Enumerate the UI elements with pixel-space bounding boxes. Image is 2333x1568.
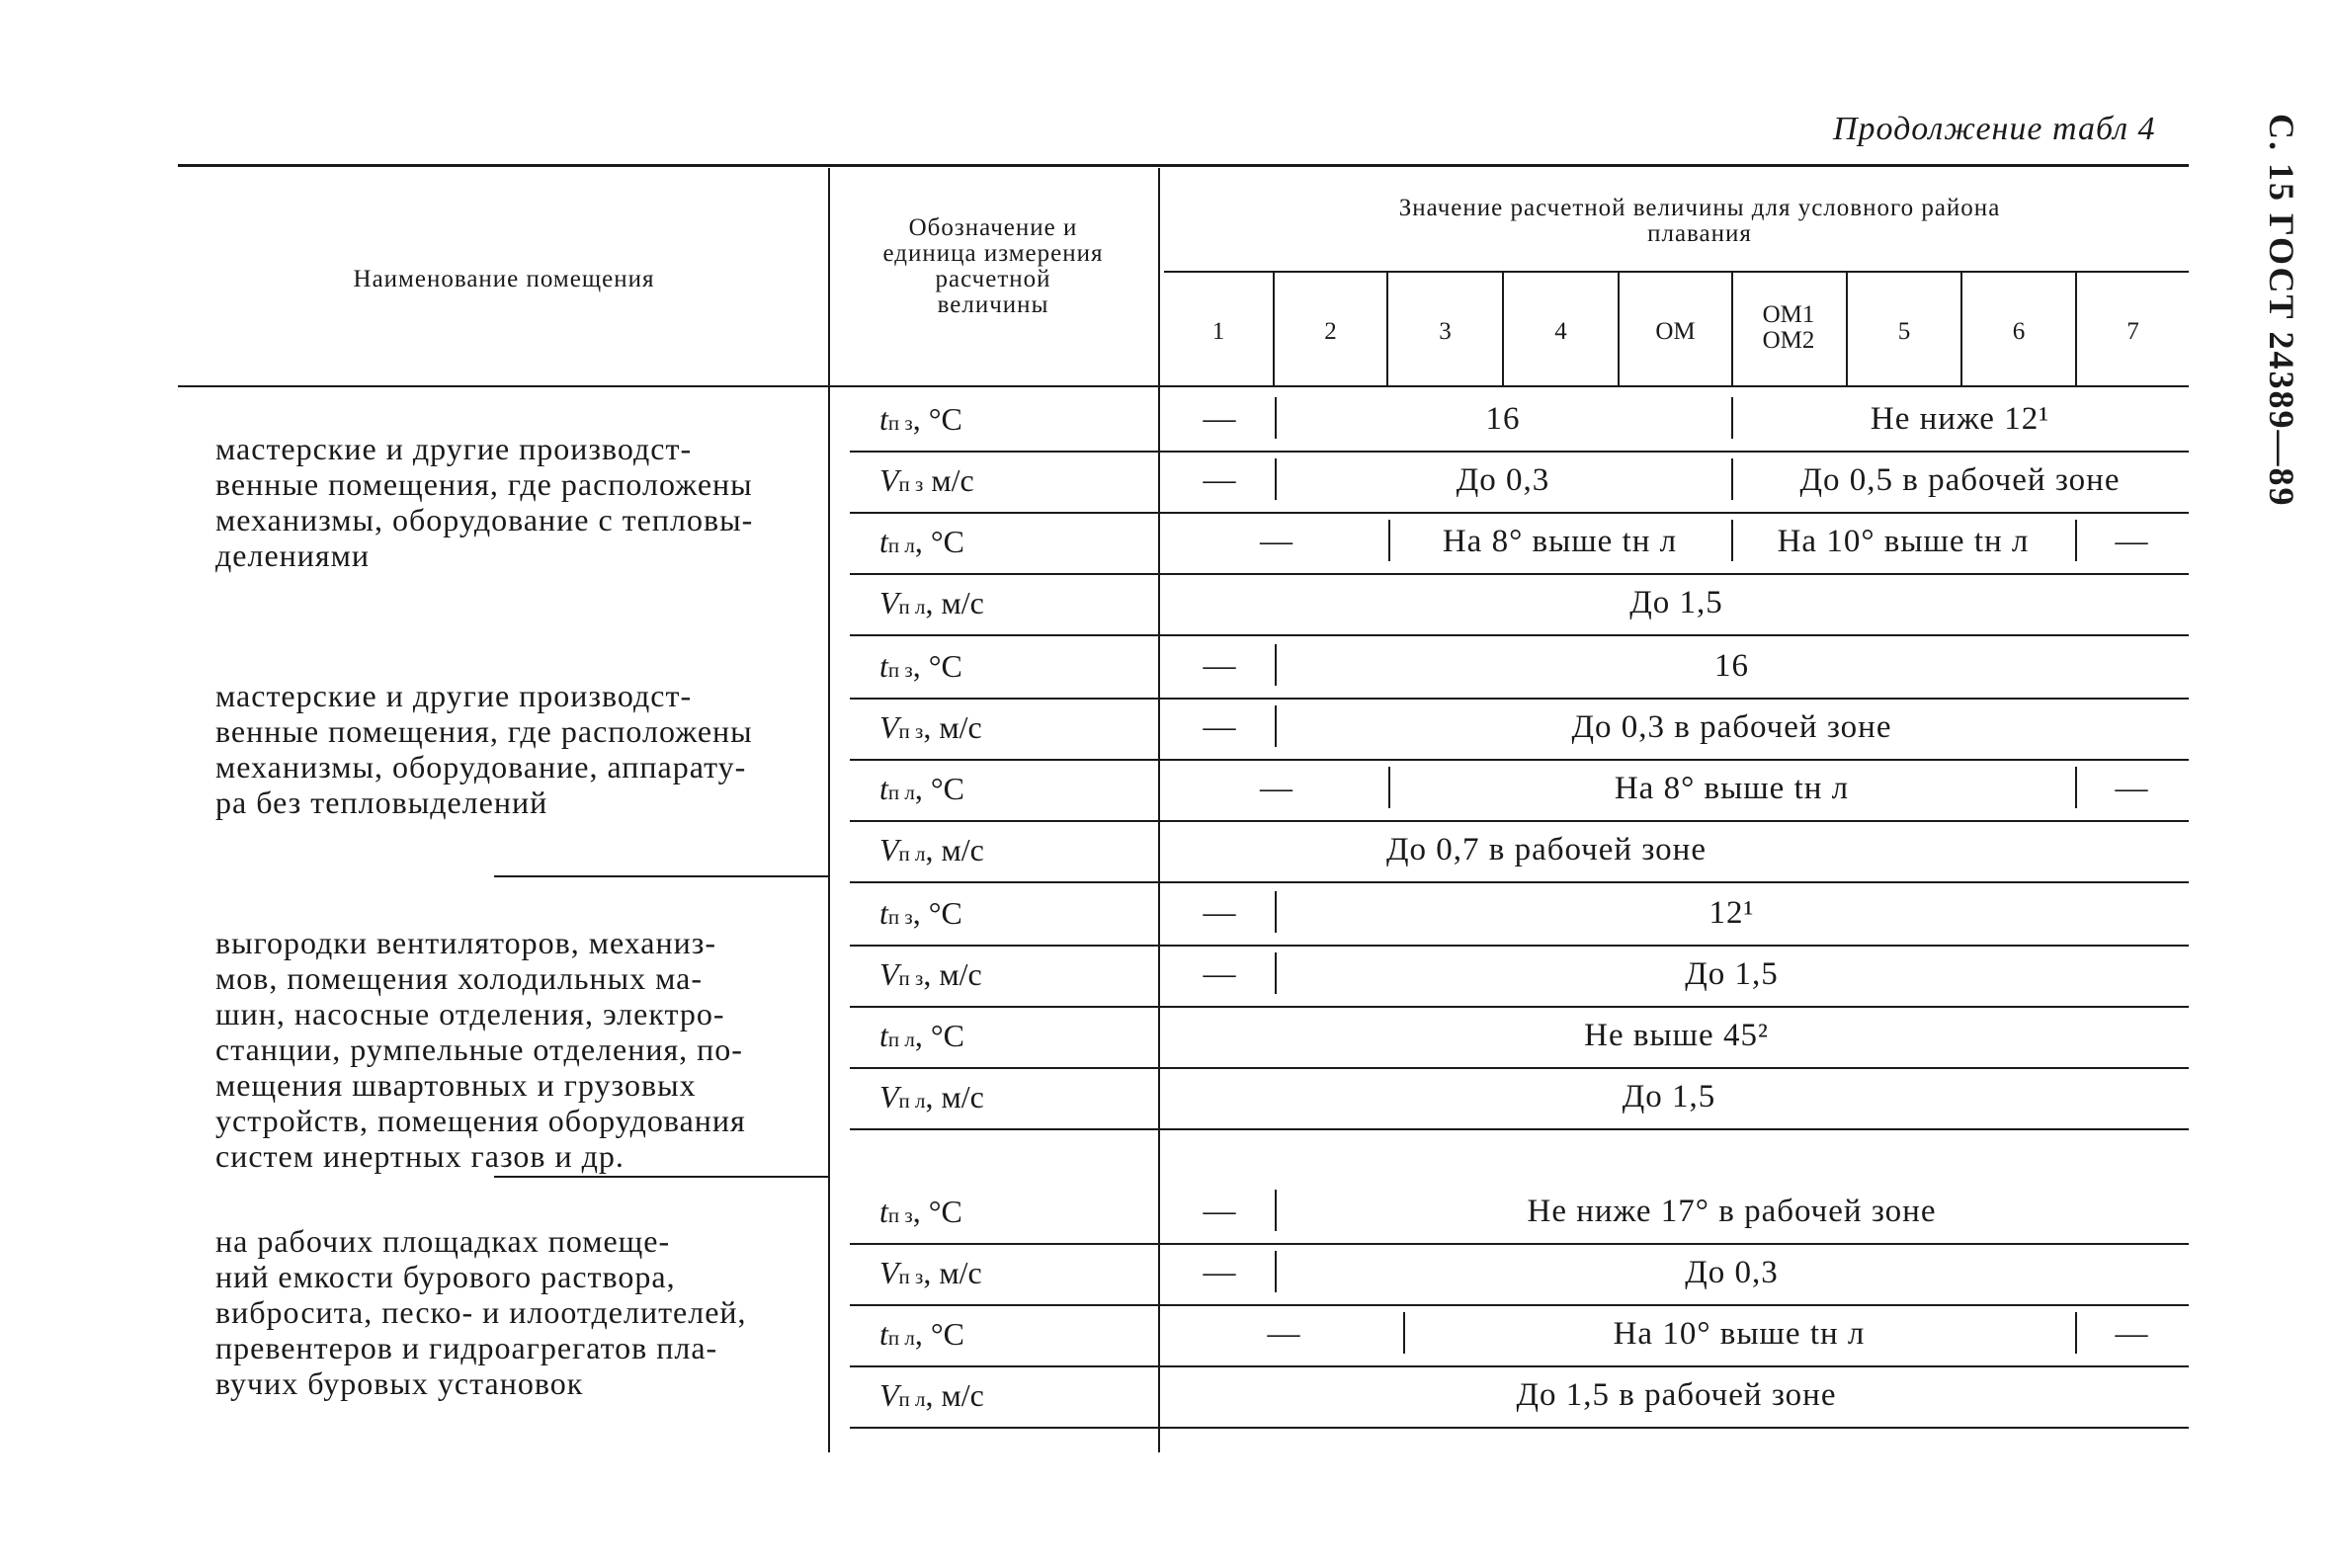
region-4: 4 — [1554, 318, 1567, 345]
symbol-unit: , °С — [914, 1018, 964, 1053]
row-symbol — [879, 462, 974, 499]
header-values-divider — [1164, 271, 2189, 273]
region-divider — [1731, 273, 1733, 385]
symbol-variable: t — [879, 771, 888, 806]
symbol-subscript: п з — [898, 472, 924, 496]
value-cell: До 0,3 — [1685, 1255, 1779, 1290]
row-rule — [850, 634, 2189, 636]
value-cell: Не ниже 17° в рабочей зоне — [1527, 1194, 1937, 1229]
dash-cell: — — [1203, 462, 1236, 498]
dash-cell: — — [1267, 1316, 1300, 1352]
symbol-variable: V — [879, 832, 899, 867]
symbol-variable: V — [879, 462, 899, 498]
symbol-variable: V — [879, 1255, 899, 1290]
dash-cell: — — [1203, 956, 1236, 992]
row-symbol — [879, 401, 962, 438]
value-cell: На 10° выше tн л — [1777, 524, 2030, 559]
symbol-unit: м/с — [923, 462, 974, 498]
value-cell: До 1,5 — [1685, 956, 1779, 992]
value-cell: До 0,7 в рабочей зоне — [1386, 832, 1707, 867]
symbol-subscript: п з — [887, 905, 913, 929]
value-cell: Не ниже 12¹ — [1870, 401, 2050, 437]
row-rule — [850, 1006, 2189, 1008]
row-rule — [850, 1365, 2189, 1367]
header-symbol-unit: Обозначение и единица измерения расчетной величины — [882, 214, 1104, 318]
symbol-unit: , м/с — [925, 1079, 984, 1114]
row-rule — [850, 698, 2189, 700]
region-om1-om2: ОМ1 ОМ2 — [1762, 301, 1815, 354]
symbol-unit: , °С — [912, 648, 962, 684]
symbol-variable: V — [879, 585, 899, 620]
value-cell: На 8° выше tн л — [1442, 524, 1678, 559]
header-bottom-rule — [178, 385, 2189, 387]
value-cell: 16 — [1485, 401, 1521, 437]
row-rule — [850, 881, 2189, 883]
row-symbol — [879, 524, 964, 560]
symbol-subscript: п л — [887, 781, 915, 804]
dash-cell: — — [1203, 1194, 1236, 1229]
symbol-unit: , °С — [914, 1316, 964, 1352]
row-symbol — [879, 1377, 984, 1414]
dash-cell: — — [1260, 771, 1292, 806]
value-cell: До 0,5 в рабочей зоне — [1799, 462, 2121, 498]
row-symbol — [879, 1018, 964, 1054]
row-symbol — [879, 1316, 964, 1353]
room-name-group-1: мастерские и другие производст- венные помещения, где расположены механизмы, оборудование с тепловы- делениями — [215, 431, 754, 573]
region-7: 7 — [2126, 318, 2139, 345]
value-cell: До 0,3 — [1456, 462, 1550, 498]
row-symbol — [879, 709, 982, 746]
symbol-variable: V — [879, 1079, 899, 1114]
value-cell: На 10° выше tн л — [1613, 1316, 1866, 1352]
region-2: 2 — [1324, 318, 1337, 345]
region-6: 6 — [2012, 318, 2026, 345]
row-symbol — [879, 585, 984, 621]
symbol-variable: V — [879, 956, 899, 992]
symbol-unit: , °С — [914, 524, 964, 559]
symbol-subscript: п з — [898, 966, 924, 990]
value-cell: До 1,5 в рабочей зоне — [1516, 1377, 1837, 1413]
row-rule — [850, 759, 2189, 761]
value-cell: До 1,5 — [1622, 1079, 1716, 1114]
dash-cell: — — [1203, 895, 1236, 931]
row-symbol — [879, 895, 962, 932]
row-rule — [850, 1128, 2189, 1130]
value-cell: Не выше 45² — [1584, 1018, 1769, 1053]
room-name-group-4: на рабочих площадках помеще- ний емкости бурового раствора, вибросита, песко- и илоотделителей, превентеров и гидроагрегатов пла- вучих буровых установок — [215, 1223, 747, 1401]
region-3: 3 — [1439, 318, 1452, 345]
symbol-subscript: п л — [887, 1326, 915, 1350]
symbol-subscript: п л — [898, 1387, 926, 1411]
value-cell: 16 — [1714, 648, 1749, 684]
row-rule — [850, 1427, 2189, 1429]
symbol-subscript: п л — [887, 1028, 915, 1051]
row-rule — [850, 573, 2189, 575]
value-cell: — — [2115, 524, 2149, 559]
value-cell: До 0,3 в рабочей зоне — [1571, 709, 1892, 745]
symbol-variable: t — [879, 401, 888, 437]
symbol-variable: t — [879, 1194, 888, 1229]
row-symbol — [879, 832, 984, 868]
value-cell: — — [2115, 1316, 2149, 1352]
row-rule — [850, 451, 2189, 453]
region-om: ОМ — [1655, 318, 1696, 345]
group-separator — [494, 875, 828, 877]
value-cell: До 1,5 — [1629, 585, 1723, 620]
symbol-variable: t — [879, 1018, 888, 1053]
symbol-subscript: п л — [898, 1089, 926, 1113]
header-values: Значение расчетной величины для условного района плавания — [1398, 195, 2001, 247]
table-top-rule — [178, 164, 2189, 167]
row-rule — [850, 945, 2189, 947]
symbol-unit: , м/с — [923, 956, 982, 992]
header-room-name: Наименование помещения — [353, 266, 655, 292]
symbol-unit: , м/с — [925, 1377, 984, 1413]
row-rule — [850, 1304, 2189, 1306]
symbol-variable: t — [879, 895, 888, 931]
symbol-unit: , м/с — [925, 832, 984, 867]
row-rule — [850, 820, 2189, 822]
region-5: 5 — [1897, 318, 1911, 345]
symbol-unit: , м/с — [923, 1255, 982, 1290]
row-symbol — [879, 1194, 962, 1230]
dash-cell: — — [1203, 709, 1236, 745]
symbol-subscript: п л — [898, 595, 926, 619]
row-symbol — [879, 771, 964, 807]
row-symbol — [879, 648, 962, 685]
room-name-group-2: мастерские и другие производст- венные помещения, где расположены механизмы, оборудование, аппарату- ра без тепловыделений — [215, 678, 753, 820]
symbol-subscript: п з — [887, 411, 913, 435]
symbol-unit: , м/с — [923, 709, 982, 745]
symbol-unit: , °С — [912, 1194, 962, 1229]
value-cell: — — [2115, 771, 2149, 806]
symbol-subscript: п з — [887, 1203, 913, 1227]
symbol-variable: t — [879, 524, 888, 559]
symbol-unit: , °С — [914, 771, 964, 806]
table-caption: Продолжение табл 4 — [1833, 111, 2156, 147]
row-symbol — [879, 1079, 984, 1115]
row-rule — [850, 1243, 2189, 1245]
header-col-divider-2 — [1158, 168, 1160, 1452]
row-rule — [850, 512, 2189, 514]
symbol-variable: t — [879, 648, 888, 684]
symbol-variable: V — [879, 1377, 899, 1413]
region-1: 1 — [1211, 318, 1225, 345]
symbol-unit: , °С — [912, 895, 962, 931]
symbol-variable: t — [879, 1316, 888, 1352]
row-symbol — [879, 1255, 982, 1291]
symbol-subscript: п л — [887, 534, 915, 557]
row-rule — [850, 1067, 2189, 1069]
dash-cell: — — [1260, 524, 1292, 559]
group-separator — [494, 1176, 828, 1178]
symbol-subscript: п л — [898, 842, 926, 866]
dash-cell: — — [1203, 401, 1236, 437]
dash-cell: — — [1203, 1255, 1236, 1290]
symbol-subscript: п з — [898, 719, 924, 743]
dash-cell: — — [1203, 648, 1236, 684]
symbol-unit: , °С — [912, 401, 962, 437]
page-side-label: С. 15 ГОСТ 24389—89 — [2262, 114, 2301, 508]
header-col-divider-1 — [828, 168, 830, 1452]
symbol-unit: , м/с — [925, 585, 984, 620]
value-cell: 12¹ — [1708, 895, 1755, 931]
symbol-subscript: п з — [887, 658, 913, 682]
room-name-group-3: выгородки вентиляторов, механиз- мов, помещения холодильных ма- шин, насосные отделения, электро- станции, румпельные отделения, по- мещения швартовных и грузовых устройств, помещения оборудования систем инертных газов и др. — [215, 925, 746, 1174]
symbol-variable: V — [879, 709, 899, 745]
symbol-subscript: п з — [898, 1265, 924, 1288]
row-symbol — [879, 956, 982, 993]
value-cell: На 8° выше tн л — [1614, 771, 1850, 806]
